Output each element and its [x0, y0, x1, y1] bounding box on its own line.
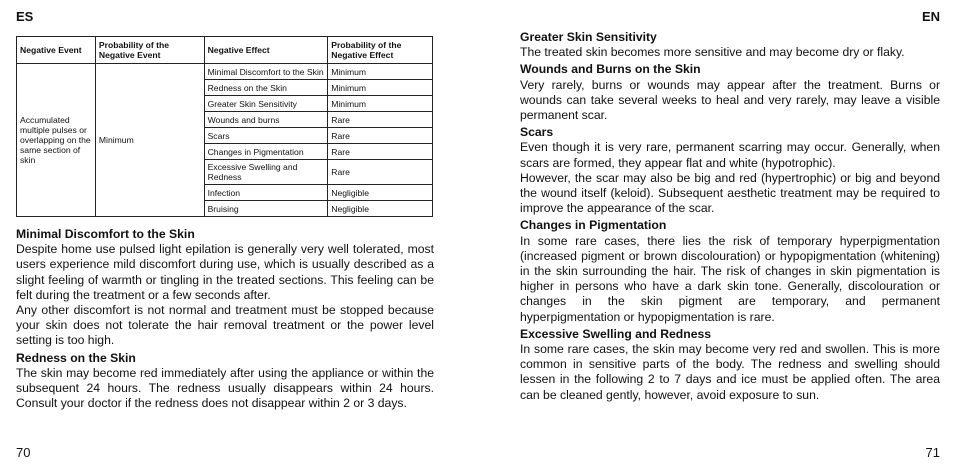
table-row	[17, 64, 433, 80]
section-heading: Changes in Pigmentation	[520, 218, 667, 233]
paragraph: The skin may become red immediately after using the appliance or within the subsequent 24 hours. The redness usually disappears within 24 hours. Consult your doctor if the redness does not disappear within 2 or 3 days.	[16, 365, 434, 411]
section-heading: Minimal Discomfort to the Skin	[16, 227, 195, 241]
left-page	[16, 0, 434, 470]
effect-probability-cell: Rare	[328, 112, 433, 128]
left-body-text	[16, 227, 434, 411]
effect-probability-cell: Minimum	[328, 96, 433, 112]
column-header: Negative Event	[17, 37, 96, 64]
effect-cell: Infection	[204, 185, 328, 201]
effect-probability-cell: Negligible	[328, 185, 433, 201]
event-probability-cell: Minimum	[95, 64, 204, 217]
section-heading: Wounds and Burns on the Skin	[520, 62, 701, 77]
language-code: EN	[921, 9, 940, 24]
page-number: 71	[925, 445, 940, 460]
section-heading: Excessive Swelling and Redness	[520, 326, 712, 341]
effect-cell: Scars	[204, 128, 328, 144]
effect-cell: Redness on the Skin	[204, 80, 328, 96]
paragraph: Even though it is very rare, permanent scarring may occur. Generally, when scars are formed, they appear flat and white (hypotrophic).	[520, 140, 940, 170]
paragraph: Any other discomfort is not normal and treatment must be stopped because your skin does not tolerate the hair removal treatment or the power level setting is too high.	[16, 303, 434, 348]
paragraph: However, the scar may also be big and red (hypertrophic) or big and beyond the wound itself (keloid). Subsequent aesthetic treatment may be required to improve the appearance of the scar.	[520, 170, 940, 216]
paragraph: In some rare cases, the skin may become very red and swollen. This is more common in sensitive parts of the body. The redness and swelling should lessen in the following 2 to 7 days and ice must be applied often. The area can be cleaned gently, however, avoid exposure to sun.	[520, 342, 940, 402]
effect-cell: Greater Skin Sensitivity	[204, 96, 328, 112]
paragraph: Despite home use pulsed light epilation is generally very well tolerated, most users experience mild discomfort during use, which is usually described as a slight feeling of warmth or tingling in the treated sections. This feeling can be felt during the treatment or a few seconds after.	[16, 242, 434, 302]
effect-cell: Changes in Pigmentation	[204, 144, 328, 160]
right-body-text	[520, 30, 940, 403]
negative-events-table	[16, 36, 433, 217]
section-heading: Greater Skin Sensitivity	[520, 30, 657, 44]
effect-probability-cell: Rare	[328, 144, 433, 160]
table-header-row	[17, 37, 433, 64]
paragraph: Very rarely, burns or wounds may appear after the treatment. Burns or wounds can take several weeks to heal and very rarely, may leave a visible permanent scar.	[520, 77, 940, 123]
effect-cell: Excessive Swelling and Redness	[204, 160, 328, 185]
event-cell: Accumulated multiple pulses or overlapping on the same section of skin	[17, 64, 96, 217]
paragraph: In some rare cases, there lies the risk of temporary hyperpigmentation (increased pigment or brown discolouration) or hypopigmentation (whitening) in the skin surrounding the hair. The risk of changes in skin pigmentation is higher in persons who have a dark skin tone. Generally, discolouration or changes in the skin pigment are temporary, and permanent hyperpigmentation or hypopigmentation is rare.	[520, 233, 940, 324]
right-page	[520, 0, 940, 470]
effect-probability-cell: Rare	[328, 128, 433, 144]
section-heading: Redness on the Skin	[16, 350, 136, 365]
effect-probability-cell: Minimum	[328, 80, 433, 96]
section-heading: Scars	[520, 125, 554, 140]
effect-cell: Wounds and burns	[204, 112, 328, 128]
effect-probability-cell: Rare	[328, 160, 433, 185]
page-number: 70	[16, 445, 31, 460]
effect-cell: Minimal Discomfort to the Skin	[204, 64, 328, 80]
effect-probability-cell: Minimum	[328, 64, 433, 80]
effect-probability-cell: Negligible	[328, 201, 433, 217]
column-header: Probability of the Negative Effect	[328, 37, 433, 64]
paragraph: The treated skin becomes more sensitive and may become dry or flaky.	[520, 45, 905, 60]
column-header: Probability of the Negative Event	[95, 37, 204, 64]
language-code: ES	[16, 9, 34, 24]
column-header: Negative Effect	[204, 37, 328, 64]
effect-cell: Bruising	[204, 201, 328, 217]
